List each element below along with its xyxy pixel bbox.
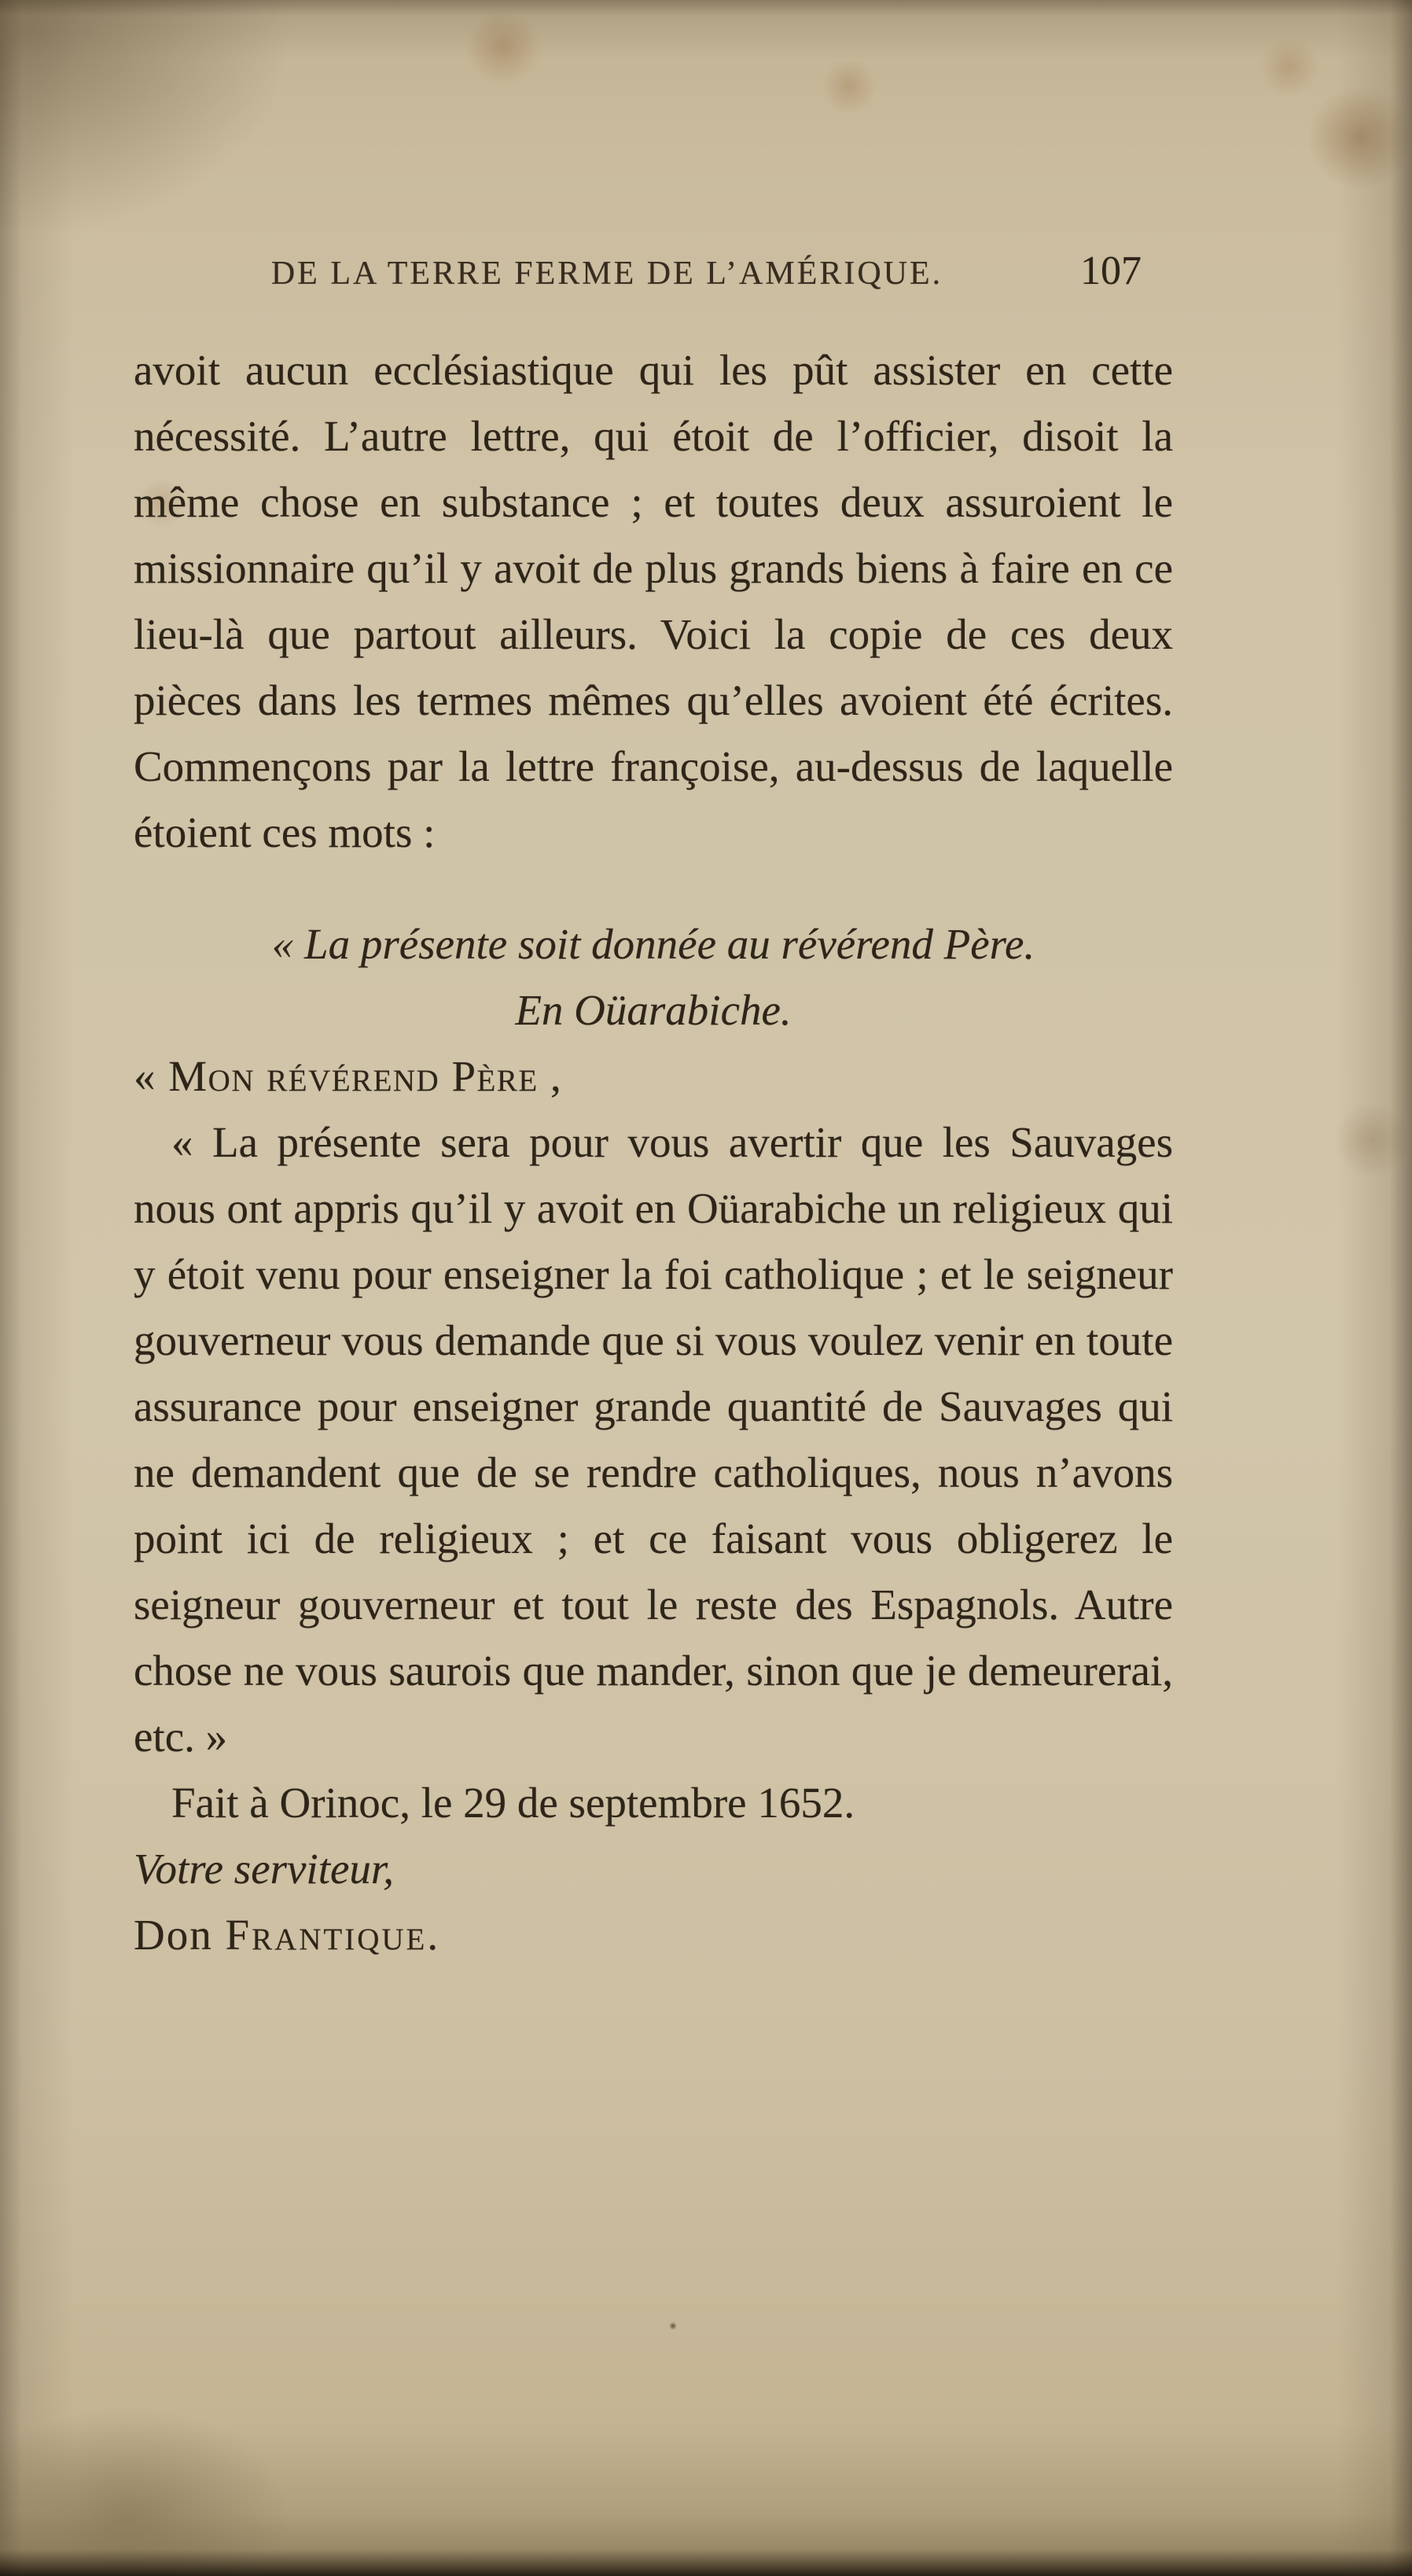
letter-closing: Votre serviteur, xyxy=(134,1845,394,1893)
letter-address-line-1: « La présente soit donnée au révérend Père. xyxy=(271,920,1035,968)
letter-signature xyxy=(134,1902,1173,1968)
letter-dateline: Fait à Orinoc, le 29 de septembre 1652. xyxy=(171,1779,855,1827)
letter-address xyxy=(134,911,1173,1043)
letter-address-line-2: En Oüarabiche. xyxy=(515,986,792,1034)
signature-name: Frantique. xyxy=(225,1911,441,1959)
paragraph-intro: avoit aucun ecclésiastique qui les pût assister en cette nécessité. L’autre lettre, qui étoit de l’officier, disoit la même chose en substance ; et toutes deux assuroient le missionnaire qu’il y avoit de plus grands biens à faire en ce lieu-là que partout ailleurs. Voici la copie de ces deux pièces dans les termes mêmes qu’elles avoient été écrites. Commençons par la lettre françoise, au-dessus de laquelle étoient ces mots : xyxy=(134,346,1173,856)
letter-salutation: « Mon révérend Père , xyxy=(134,1052,563,1100)
running-title: DE LA TERRE FERME DE L’AMÉRIQUE. xyxy=(270,256,943,292)
text-block xyxy=(134,337,1173,1968)
signature-prefix: Don xyxy=(134,1911,226,1959)
page-header xyxy=(134,0,1173,294)
page-number: 107 xyxy=(1080,248,1142,293)
letter-body: « La présente sera pour vous avertir que les Sauvages nous ont appris qu’il y avoit en Oüarabiche un religieux qui y étoit venu pour enseigner la foi catholique ; et le seigneur gouverneur vous demande que si vous voulez venir en toute assurance pour enseigner grande quantité de Sauvages qui ne demandent que de se rendre catholiques, nous n’avons point ici de religieux ; et ce faisant vous obligerez le seigneur gouverneur et tout le reste des Espagnols. Autre chose ne vous saurois que mander, sinon que je demeurerai, etc. » xyxy=(134,1118,1173,1761)
